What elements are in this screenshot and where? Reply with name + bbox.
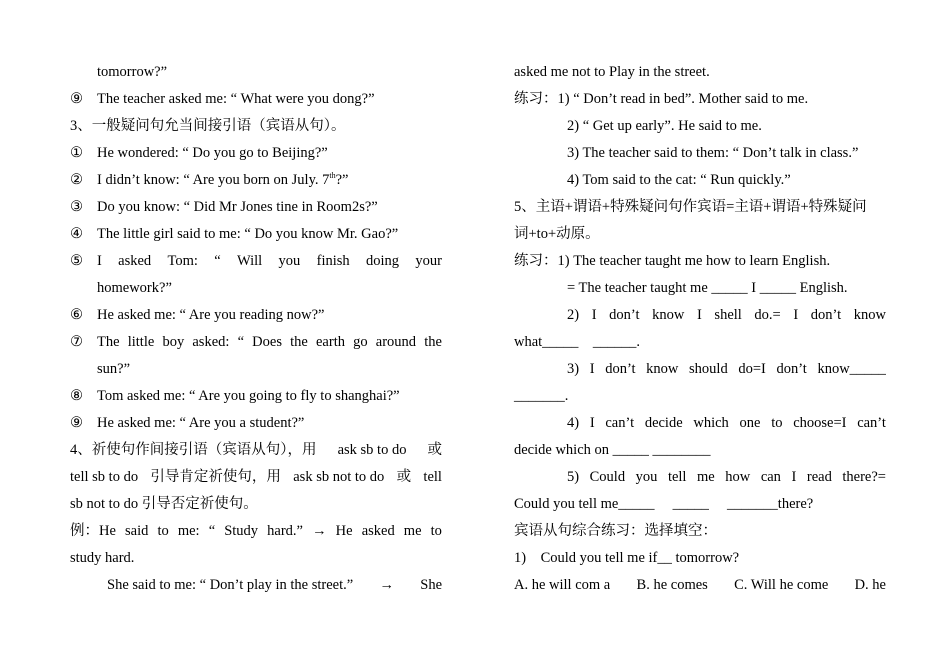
- option-d: D. he: [854, 577, 886, 593]
- list-item: [70, 332, 442, 352]
- list-item: [70, 224, 398, 244]
- arrow-icon: →: [379, 577, 394, 593]
- item-text: The little boy asked: “ Does the earth go around the: [97, 334, 442, 350]
- list-item: [70, 305, 324, 325]
- example-line: She said to me: “ Don’t play in the street.” → She: [107, 577, 442, 593]
- item-text: He wondered: “ Do you go to Beijing?”: [97, 145, 328, 161]
- list-item: [70, 170, 349, 190]
- section-heading: 3、一般疑问句允当间接引语（宾语从句）。: [70, 118, 346, 134]
- exercise-line: 3) The teacher said to them: “ Don’t talk in class.”: [567, 145, 859, 161]
- list-item: [70, 386, 400, 406]
- text-line: sb not to do 引导否定祈使句。: [70, 496, 258, 512]
- exercise-line: = The teacher taught me _____ I _____ English.: [567, 280, 848, 296]
- list-item: [70, 143, 328, 163]
- exercise-line: 4) I can’t decide which one to choose=I can’t: [567, 415, 886, 431]
- text-line: Could you tell me_____ _____ _______there?: [514, 496, 814, 512]
- list-item: [70, 89, 375, 109]
- item-text: I didn’t know: “ Are you born on July. 7: [97, 172, 330, 188]
- option-a: A. he will com a: [514, 577, 611, 593]
- item-number: ⑦: [70, 334, 83, 350]
- list-item: [70, 413, 304, 433]
- example-line: 例：He said to me: “ Study hard.” → He asked me to: [70, 523, 442, 539]
- superscript: th: [329, 171, 336, 181]
- text-line: decide which on _____ ________: [514, 442, 711, 458]
- exercise-line: 3) I don’t know should do=I don’t know_____: [567, 361, 886, 377]
- option-b: B. he comes: [636, 577, 708, 593]
- text-line: 词+to+动原。: [514, 226, 600, 242]
- item-number: ④: [70, 226, 83, 242]
- arrow-icon: →: [312, 523, 327, 539]
- text-line: tomorrow?”: [97, 64, 168, 80]
- item-text: I asked Tom: “ Will you finish doing your: [97, 253, 442, 269]
- exercise-line: 练习：1) “ Don’t read in bed”. Mother said to me.: [514, 91, 809, 107]
- section-heading: 宾语从句综合练习：选择填空：: [514, 523, 717, 539]
- exercise-line: 4) Tom said to the cat: “ Run quickly.”: [567, 172, 791, 188]
- item-text: He asked me: “ Are you a student?”: [97, 415, 305, 431]
- text-line: homework?”: [97, 280, 172, 296]
- text-line: study hard.: [70, 550, 135, 566]
- item-number: ⑧: [70, 388, 83, 404]
- item-number: ①: [70, 145, 83, 161]
- option-c: C. Will he come: [734, 577, 829, 593]
- section-heading: 5、主语+谓语+特殊疑问句作宾语=主语+谓语+特殊疑问: [514, 199, 867, 215]
- text-line: what_____ ______.: [514, 334, 641, 350]
- item-text: Do you know: “ Did Mr Jones tine in Room2s?”: [97, 199, 378, 215]
- text-line: sun?”: [97, 361, 131, 377]
- exercise-line: 2) “ Get up early”. He said to me.: [567, 118, 762, 134]
- item-number: ⑨: [70, 91, 83, 107]
- item-text: The little girl said to me: “ Do you know Mr. Gao?”: [97, 226, 399, 242]
- exercise-line: 5) Could you tell me how can I read there?=: [567, 469, 886, 485]
- exercise-line: 练习：1) The teacher taught me how to learn English.: [514, 253, 831, 269]
- item-number: ②: [70, 172, 83, 188]
- item-text: He asked me: “ Are you reading now?”: [97, 307, 325, 323]
- item-number: ⑥: [70, 307, 83, 323]
- item-number: ⑨: [70, 415, 83, 431]
- item-text: ?”: [335, 172, 349, 188]
- exercise-line: 2) I don’t know I shell do.= I don’t know: [567, 307, 886, 323]
- text-line: _______.: [514, 388, 569, 404]
- item-text: The teacher asked me: “ What were you dong?”: [97, 91, 375, 107]
- item-number: ③: [70, 199, 83, 215]
- text-line: asked me not to Play in the street.: [514, 64, 710, 80]
- list-item: [70, 251, 442, 271]
- item-text: Tom asked me: “ Are you going to fly to shanghai?”: [97, 388, 400, 404]
- item-number: ⑤: [70, 253, 83, 269]
- list-item: [70, 197, 378, 217]
- question-line: 1) Could you tell me if__ tomorrow?: [514, 550, 740, 566]
- answer-options: [514, 575, 886, 595]
- text-line: tell sb to do 引导肯定祈使句，用 ask sb not to do 或 tell: [70, 469, 442, 485]
- section-heading: 4、祈使句作间接引语（宾语从句），用 ask sb to do 或: [70, 442, 442, 458]
